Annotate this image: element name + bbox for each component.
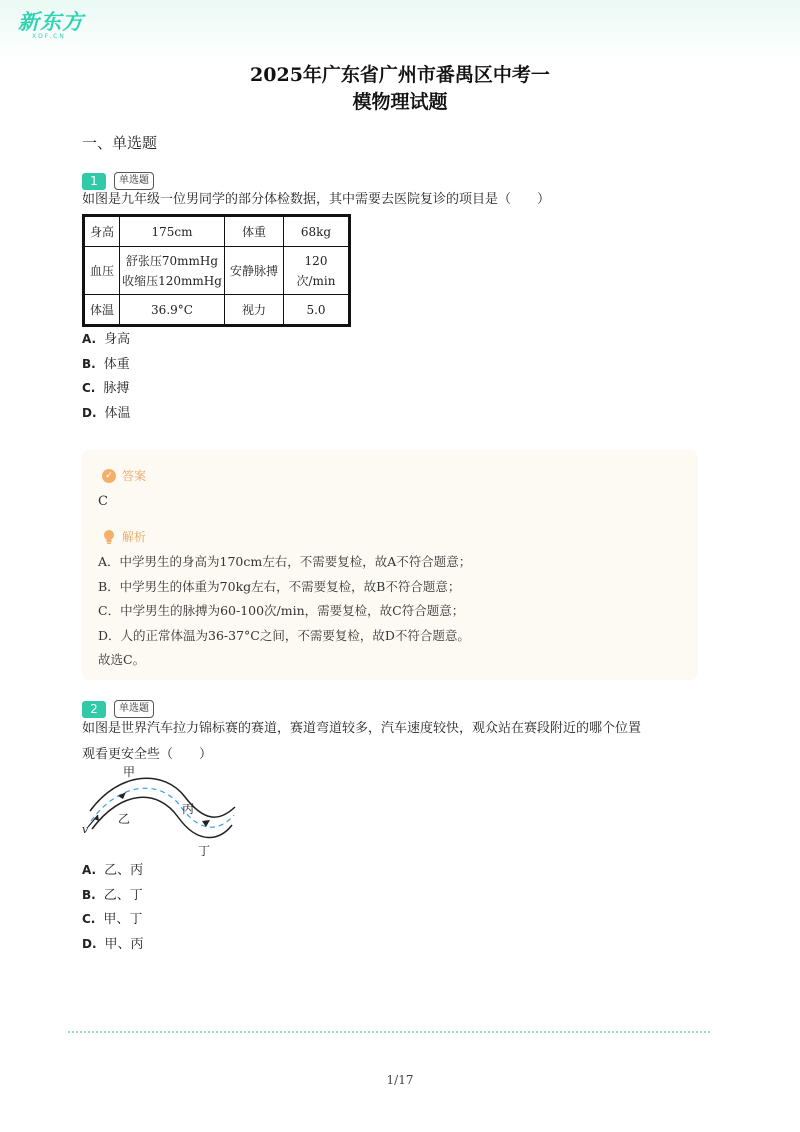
option-text: 体温 bbox=[104, 405, 131, 421]
systolic-text: 收缩压120mmHg bbox=[122, 273, 222, 288]
question-1-options bbox=[82, 327, 131, 425]
table-cell: 120次/min bbox=[284, 247, 350, 295]
option-text: 身高 bbox=[104, 332, 131, 347]
title-line-2: 模物理试题 bbox=[352, 91, 448, 113]
label-yi: 乙 bbox=[118, 812, 131, 826]
option-d[interactable] bbox=[82, 401, 131, 426]
option-text: 甲、丙 bbox=[104, 936, 144, 952]
option-letter: C. bbox=[82, 381, 96, 395]
label-bing: 丙 bbox=[182, 802, 195, 816]
footer-divider bbox=[68, 1031, 710, 1033]
table-cell: 体重 bbox=[225, 216, 284, 247]
answer-value: C bbox=[98, 494, 108, 509]
table-cell: 身高 bbox=[84, 216, 120, 247]
option-letter: B. bbox=[82, 356, 96, 371]
stem-line-2: 观看更安全些（ ） bbox=[82, 747, 213, 762]
answer-analysis-box bbox=[82, 450, 698, 680]
xdf-logo bbox=[18, 10, 84, 40]
diastolic-text: 舒张压70mmHg bbox=[125, 253, 219, 268]
option-letter: D. bbox=[82, 405, 97, 420]
label-jia: 甲 bbox=[123, 765, 136, 779]
analysis-line: A．中学男生的身高为170cm左右，不需要复检，故A不符合题意； bbox=[98, 554, 472, 569]
question-type-tag: 单选题 bbox=[114, 172, 154, 190]
option-text: 脉搏 bbox=[103, 381, 130, 396]
option-letter: D. bbox=[82, 936, 97, 951]
answer-label-text: 答案 bbox=[122, 469, 147, 483]
table-row bbox=[84, 247, 350, 295]
analysis-line: D．人的正常体温为36-37°C之间，不需要复检，故D不符合题意。 bbox=[98, 627, 470, 643]
logo-text: 新东方 bbox=[18, 10, 84, 34]
section-heading: 一、单选题 bbox=[82, 134, 158, 152]
document-title bbox=[0, 62, 800, 116]
question-type-tag: 单选题 bbox=[114, 700, 154, 718]
question-number-badge: 2 bbox=[82, 701, 106, 718]
table-cell: 36.9°C bbox=[120, 295, 225, 326]
table-row bbox=[84, 216, 350, 247]
table-cell: 68kg bbox=[284, 216, 350, 247]
header-band bbox=[0, 0, 800, 62]
option-text: 体重 bbox=[103, 356, 130, 372]
table-cell: 血压 bbox=[84, 247, 120, 295]
question-number-badge: 1 bbox=[82, 173, 106, 190]
option-letter: B. bbox=[82, 887, 96, 902]
analysis-line: C．中学男生的脉搏为60-100次/min，需要复检，故C符合题意； bbox=[98, 603, 465, 618]
analysis-text bbox=[98, 550, 471, 673]
option-a[interactable] bbox=[82, 858, 144, 883]
option-b[interactable] bbox=[82, 352, 131, 377]
checkup-data-table bbox=[82, 214, 351, 327]
table-cell: 视力 bbox=[225, 295, 284, 326]
lightbulb-icon bbox=[102, 529, 116, 545]
analysis-label-text: 解析 bbox=[122, 530, 147, 544]
option-text: 乙、丁 bbox=[103, 887, 143, 903]
option-d[interactable] bbox=[82, 932, 144, 957]
table-cell: 安静脉搏 bbox=[225, 247, 284, 295]
title-line-1: 2025年广东省广州市番禺区中考一 bbox=[250, 64, 550, 86]
question-1-stem: 如图是九年级一位男同学的部分体检数据，其中需要去医院复诊的项目是（ ） bbox=[82, 192, 551, 207]
page-number: 1/17 bbox=[386, 1073, 414, 1087]
label-ding: 丁 bbox=[198, 844, 211, 858]
answer-label bbox=[102, 467, 146, 484]
option-letter: A. bbox=[82, 863, 97, 877]
option-text: 乙、丙 bbox=[104, 863, 144, 878]
table-cell: 175cm bbox=[120, 216, 225, 247]
table-row bbox=[84, 295, 350, 326]
table-cell: 体温 bbox=[84, 295, 120, 326]
table-cell: 5.0 bbox=[284, 295, 350, 326]
option-c[interactable] bbox=[82, 907, 144, 932]
label-v: v bbox=[82, 823, 89, 836]
check-icon: ✓ bbox=[102, 469, 116, 483]
option-text: 甲、丁 bbox=[103, 912, 143, 927]
analysis-line: B．中学男生的体重为70kg左右，不需要复检，故B不符合题意； bbox=[98, 578, 461, 594]
option-b[interactable] bbox=[82, 883, 144, 908]
question-2-stem bbox=[82, 716, 712, 768]
option-letter: A. bbox=[82, 332, 97, 346]
analysis-line: 故选C。 bbox=[98, 652, 146, 667]
logo-subtext: XDF.CN bbox=[32, 33, 66, 40]
question-2-options bbox=[82, 858, 144, 956]
stem-line-1: 如图是世界汽车拉力锦标赛的赛道，赛道弯道较多，汽车速度较快，观众站在赛段附近的哪个位置 bbox=[82, 721, 642, 736]
table-cell bbox=[120, 247, 225, 295]
option-c[interactable] bbox=[82, 376, 131, 401]
option-letter: C. bbox=[82, 912, 96, 926]
race-track-figure bbox=[80, 765, 240, 859]
analysis-label bbox=[102, 528, 146, 545]
option-a[interactable] bbox=[82, 327, 131, 352]
